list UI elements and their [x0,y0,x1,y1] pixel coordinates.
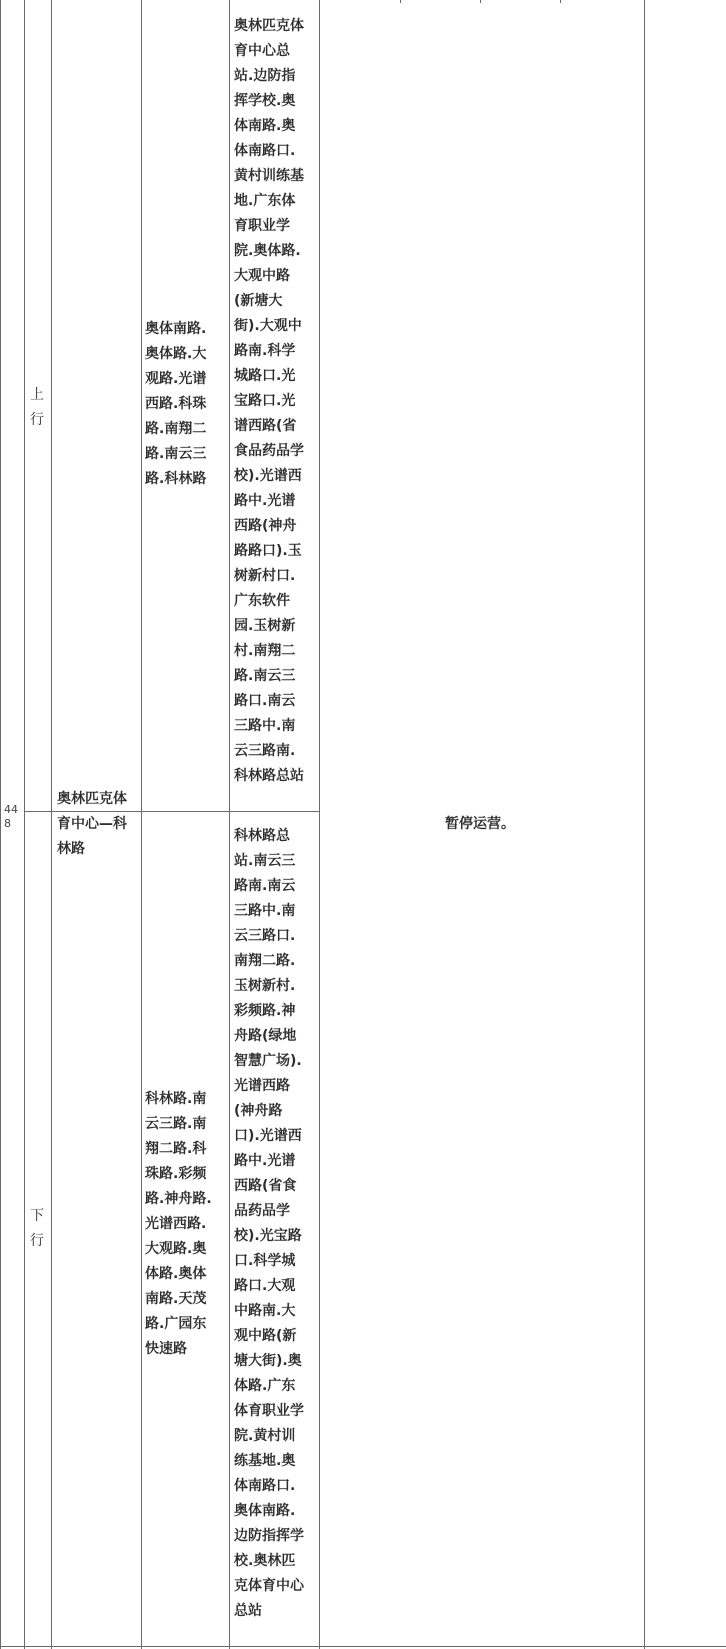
header-stub [400,0,401,3]
divider-name [141,0,142,1649]
divider-roads [229,0,230,1649]
border-left [0,0,1,1649]
direction-up: 上 行 [30,387,44,428]
up-stops: 奥林匹克体 育中心总 站.边防指 挥学校.奥 体南路.奥 体南路口. 黄村训练基 地.广东体 育职业学 院.奥体路. 大观中路 (新塘大 街).大观中 路南.科学 城路口.光 宝路口.光 谱西路(省 食品药品学 校).光谱西 路中.光谱 西路(神舟 路路口).玉 树新村口. 广东软件 园.玉树新 村.南翔二 路.南云三 路口.南云 三路中.南 云三路南. 科林路总站 [234,18,304,784]
down-via-roads: 科林路.南 云三路.南 翔二路.科 珠路.彩频 路.神舟路. 光谱西路. 大观路.奥 体路.奥体 南路.天茂 路.广园东 快速路 [145,1091,212,1357]
header-stub [560,0,561,3]
divider-note [644,0,645,1649]
route-number: 448 [4,803,18,830]
header-stub [480,0,481,3]
up-via-roads: 奥体南路. 奥体路.大 观路.光谱 西路.科珠 路.南翔二 路.南云三 路.科林路 [145,321,207,487]
divider-number [24,0,25,1649]
divider-stops [319,0,320,1649]
bottom-border [0,1646,726,1647]
down-stops: 科林路总 站.南云三 路南.南云 三路中.南 云三路口. 南翔二路. 玉树新村. 彩频路.神 舟路(绿地 智慧广场). 光谱西路 (神舟路 口).光谱西 路中.光谱 西路(省食 品药品学 校).光宝路 口.科学城 路口.大观 中路南.大 观中路(新 塘大街).奥 体路.广东 体育职业学 院.黄村训 练基地.奥 体南路口. 奥体南路. 边防指挥学 校.奥林匹 克体育中心 总站 [234,828,304,1619]
divider-direction [51,0,52,1649]
route-name: 奥林匹克体 育中心—科 林路 [57,791,127,857]
service-note: 暂停运营。 [445,816,515,832]
direction-down: 下 行 [30,1208,44,1249]
